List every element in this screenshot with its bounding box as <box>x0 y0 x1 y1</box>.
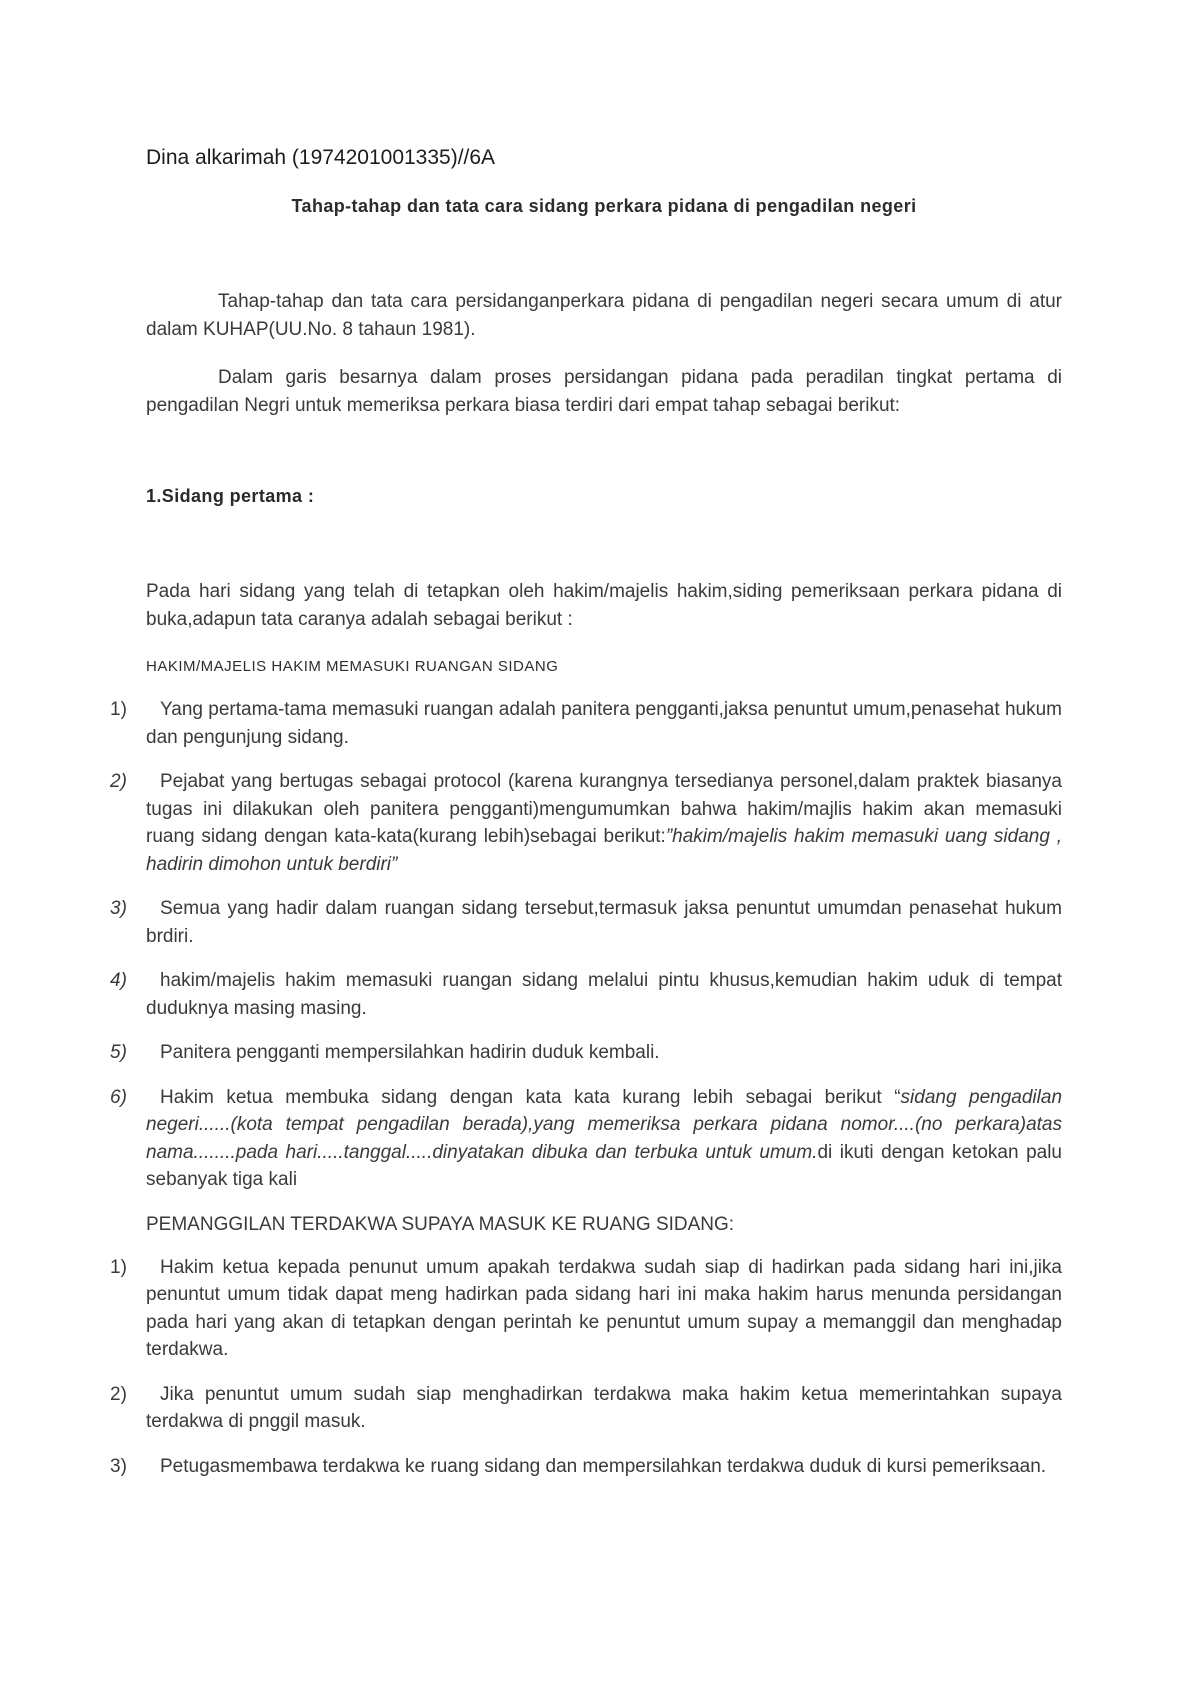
list-item-text: Panitera pengganti mempersilahkan hadirin duduk kembali. <box>160 1042 660 1063</box>
list-number: 3) <box>110 898 127 919</box>
list-item-text: Semua yang hadir dalam ruangan sidang tersebut,termasuk jaksa penuntut umumdan penasehat hukum brdiri. <box>146 898 1062 947</box>
list-number: 1) <box>110 1256 127 1278</box>
list-hakim-memasuki <box>110 696 1063 1194</box>
section1-paragraph: Pada hari sidang yang telah di tetapkan oleh hakim/majelis hakim,siding pemeriksaan perkara pidana di buka,adapun tata caranya adalah sebagai berikut : <box>146 581 1062 630</box>
list-item <box>110 967 1062 1022</box>
list-item-text: Jika penuntut umum sudah siap menghadirkan terdakwa maka hakim ketua memerintahkan supaya terdakwa di pnggil masuk. <box>146 1383 1062 1432</box>
list-item <box>110 1039 1062 1067</box>
list-item-tail: di ikuti dengan ketokan palu sebanyak tiga kali <box>146 1141 1062 1190</box>
list-item-text: Hakim ketua membuka sidang dengan kata kata kurang lebih sebagai berikut “ <box>160 1086 901 1108</box>
intro-paragraph-2: Dalam garis besarnya dalam proses persidangan pidana pada peradilan tingkat pertama di pengadilan Negri untuk memeriksa perkara biasa terdiri dari empat tahap sebagai berikut: <box>146 367 1062 416</box>
section-heading-sidang-pertama: 1.Sidang pertama : <box>146 486 315 506</box>
list-number: 5) <box>110 1042 127 1063</box>
list-item-quote: ”hakim/majelis hakim memasuki uang sidang , hadirin dimohon untuk berdiri” <box>146 826 1062 875</box>
list-item <box>110 1381 1062 1436</box>
list-number: 2) <box>110 1383 127 1405</box>
list-item <box>110 696 1062 751</box>
list-number: 4) <box>110 970 127 991</box>
list-number: 6) <box>110 1086 127 1108</box>
list-item <box>110 1254 1062 1364</box>
list-number: 3) <box>110 1455 127 1477</box>
subheading-pemanggilan: PEMANGGILAN TERDAKWA SUPAYA MASUK KE RUANG SIDANG: <box>146 1213 735 1235</box>
document-title: Tahap-tahap dan tata cara sidang perkara pidana di pengadilan negeri <box>291 196 917 216</box>
list-item-text: Pejabat yang bertugas sebagai protocol (karena kurangnya tersedianya personel,dalam praktek biasanya tugas ini dilakukan oleh panitera pengganti)mengumumkan bahwa hakim/majlis hakim akan memasuki ruang sidang dengan kata-kata(kurang lebih)sebagai berikut: <box>146 771 1062 847</box>
subheading-hakim-memasuki: HAKIM/MAJELIS HAKIM MEMASUKI RUANGAN SIDANG <box>146 658 559 675</box>
list-item <box>110 1084 1063 1194</box>
list-item <box>110 895 1062 950</box>
list-item <box>110 1453 1062 1481</box>
list-item-text: Petugasmembawa terdakwa ke ruang sidang dan mempersilahkan terdakwa duduk di kursi pemeriksaan. <box>160 1455 1047 1477</box>
list-item-quote: sidang pengadilan negeri......(kota tempat pengadilan berada),yang memeriksa perkara pidana nomor....(no perkara)atas nama........pada hari.....tanggal.....dinyatakan dibuka dan terbuka untuk umum. <box>146 1086 1063 1163</box>
list-item-text: hakim/majelis hakim memasuki ruangan sidang melalui pintu khusus,kemudian hakim uduk di tempat duduknya masing masing. <box>146 970 1062 1019</box>
list-item <box>110 768 1062 878</box>
list-item-text: Yang pertama-tama memasuki ruangan adalah panitera pengganti,jaksa penuntut umum,penasehat hukum dan pengunjung sidang. <box>146 699 1062 748</box>
list-item-text: Hakim ketua kepada penunut umum apakah terdakwa sudah siap di hadirkan pada sidang hari ini,jika penuntut umum tidak dapat meng hadirkan pada sidang hari ini maka hakim harus menunda persidangan pada hari yang akan di tetapkan dengan perintah ke penuntut umum supay a memanggil dan menghadap terdakwa. <box>146 1256 1062 1360</box>
intro-paragraph-1: Tahap-tahap dan tata cara persidanganperkara pidana di pengadilan negeri secara umum di atur dalam KUHAP(UU.No. 8 tahaun 1981). <box>146 291 1062 340</box>
list-number: 2) <box>110 771 127 792</box>
list-number: 1) <box>110 699 127 720</box>
list-pemanggilan <box>110 1254 1062 1481</box>
author-line: Dina alkarimah (1974201001335)//6A <box>146 146 496 169</box>
document-page <box>110 144 1063 1497</box>
